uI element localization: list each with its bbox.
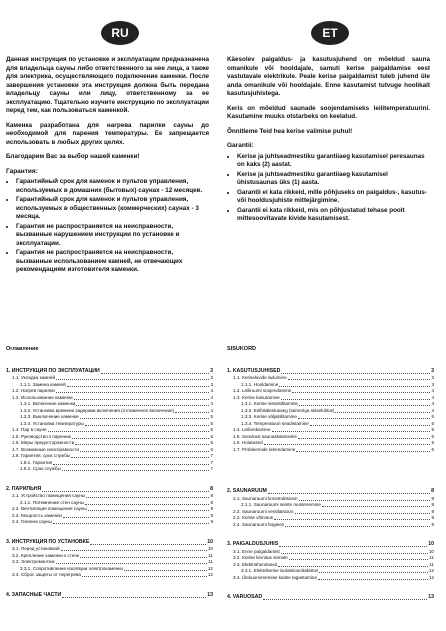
toc-entry-title: 1.2. Нагрев парилки <box>12 388 55 394</box>
toc-section <box>227 368 434 375</box>
toc-entry-title: 2.1. Saunaruumi konstruktsioon <box>233 495 298 501</box>
toc-entry-title: 2.3. Мощность каменки <box>12 512 62 518</box>
toc-page-number: 13 <box>207 591 213 598</box>
toc-page-number: 3 <box>431 381 434 387</box>
toc-dot-leader <box>56 388 210 393</box>
toc-entry-title: 2.2. Saunaruumi ventilatsioon <box>233 508 294 514</box>
toc-dot-leader <box>299 496 431 501</box>
toc-entry-title: 1.3.2. Установка времени задержки включения (отложенное включение) <box>20 407 175 413</box>
toc-dot-leader <box>75 440 209 445</box>
toc-dot-leader <box>278 562 428 567</box>
toc-dot-leader <box>310 421 431 426</box>
toc-entry-title: 2. ПАРИЛЬНЯ <box>6 485 42 492</box>
russian-intro-column <box>6 56 209 276</box>
toc-entry-title: 1.6. Hoiatused <box>233 440 263 446</box>
toc-page-number: 4 <box>431 388 434 394</box>
toc-dot-leader <box>288 375 431 380</box>
toc-dot-leader <box>268 488 430 494</box>
toc-entry-title: 3.2. Крепление каменки к стене <box>12 552 80 558</box>
toc-spacer <box>6 579 213 590</box>
toc-dot-leader <box>124 566 207 571</box>
toc-entry-title: 1.1.1. Замена камней <box>20 381 66 387</box>
toc-page-number: 4 <box>210 388 213 394</box>
toc-entry-title: 3.1. Enne paigaldamist <box>233 548 280 554</box>
toc-page-number: 8 <box>210 493 213 499</box>
toc-entry-title: 4. ЗАПАСНЫЕ ЧАСТИ <box>6 591 62 598</box>
intro-paragraph: Данная инструкция по установке и эксплуатации предназначена для владельца сауны либо ответственного за нее лица, а также для электрика, осуществляющего подключение каменки. После завершения установки эта инструкция должна быть передана владельцу сауны или лицу, ответственному за ее эксплуатацию. Тщательно изучите инструкцию по эксплуатации перед тем, как пользоваться каменкой. <box>6 56 209 114</box>
toc-entry-title: 1.5. Руководство к парению <box>12 433 72 439</box>
warranty-item: • Гарантия не распространяется на неисправности, вызванные использованием камней, не отвечающих рекомендациям изготовителя каменки. <box>16 249 209 275</box>
toc-page-number: 4 <box>210 394 213 400</box>
toc-dot-leader <box>90 539 206 545</box>
toc-entry-title: 1. ИНСТРУКЦИЯ ПО ЭКСПЛУАТАЦИИ <box>6 367 100 374</box>
toc-dot-leader <box>298 414 431 419</box>
toc-entry-title: 2.4. Saunaruumi hügieen <box>233 521 285 527</box>
warranty-item: • Гарантия не распространяется на неисправности, вызванные нарушением инструкции по установке и эксплуатации. <box>16 223 209 249</box>
toc-page-number: 5 <box>210 414 213 420</box>
toc-page-number: 6 <box>431 446 434 452</box>
toc-entry-title: 1.3. Использование каменки <box>12 394 73 400</box>
toc-page-number: 11 <box>429 561 434 567</box>
toc-page-number: 10 <box>428 548 434 554</box>
warranty-item: • Kerise ja juhtseadmestiku garantiiaeg kasutamisel peresaunas on kaks (2) aastat. <box>237 153 430 170</box>
toc-page-number: 4 <box>431 394 434 400</box>
toc-entry-title: 3.4. Сброс защиты от перегрева <box>12 572 81 578</box>
warranty-list <box>6 178 209 275</box>
toc-page-number: 12 <box>428 568 434 574</box>
toc-dot-leader <box>42 486 209 492</box>
toc-dot-leader <box>299 401 431 406</box>
toc-spacer <box>227 453 434 464</box>
toc-entry-title: 1.3. Kerise kasutamine <box>233 394 280 400</box>
toc-page-number: 5 <box>210 420 213 426</box>
toc-page-number: 8 <box>431 495 434 501</box>
toc-entry-title: 1.2. Leiliruumi soojendamine <box>233 388 292 394</box>
toc-title: SISUKORD <box>227 346 257 352</box>
toc-dot-leader <box>295 509 431 514</box>
toc-page-number: 8 <box>431 488 434 495</box>
toc-page-number: 12 <box>207 565 213 571</box>
toc-entry-title: 4. VARUOSAD <box>227 594 263 601</box>
toc-page-number: 9 <box>210 506 213 512</box>
toc-dot-leader <box>175 408 209 413</box>
toc-section <box>6 368 213 375</box>
toc-dot-leader <box>318 575 428 580</box>
toc-page-number: 3 <box>210 375 213 381</box>
toc-dot-leader <box>263 594 427 600</box>
toc-section <box>227 594 434 601</box>
toc-entry-title: 1.8.1. Гарантия <box>20 459 53 465</box>
toc-dot-leader <box>264 440 431 445</box>
toc-entry-title: 3.3.1. Elektrikerise isolatsioonitakistus <box>241 568 319 574</box>
toc-dot-leader <box>296 447 430 452</box>
toc-page-number: 6 <box>431 433 434 439</box>
toc-entry-title: 3.3. Elektriühendused <box>233 561 278 567</box>
toc-page-number: 9 <box>431 521 434 527</box>
toc-dot-leader <box>56 375 209 380</box>
toc-page-number: 4 <box>431 401 434 407</box>
toc-dot-leader <box>48 427 210 432</box>
toc-dot-leader <box>61 546 207 551</box>
toc-dot-leader <box>62 466 210 471</box>
toc-page-number: 12 <box>207 572 213 578</box>
toc-dot-leader <box>82 572 207 577</box>
warranty-item: • Гарантийный срок для каменок и пультов управления, используемых в общественных (коммерческих) саунах - 3 месяца. <box>16 196 209 222</box>
toc-section <box>227 488 434 495</box>
toc-page-number: 12 <box>428 574 434 580</box>
toc-dot-leader <box>289 555 429 560</box>
toc-page-number: 3 <box>431 375 434 381</box>
toc-spacer <box>227 475 434 486</box>
toc-spacer <box>6 473 213 484</box>
toc-entry-title: 1.1. Kerisekivide ladumine <box>233 375 287 381</box>
toc-dot-leader <box>292 388 430 393</box>
toc-dot-leader <box>80 447 209 452</box>
toc-entry-title: 1.3.1. Kerise sisselülitamine <box>241 401 298 407</box>
toc-spacer <box>227 528 434 539</box>
toc-page-number: 13 <box>428 594 434 601</box>
toc-page-number: 6 <box>210 440 213 446</box>
toc-entry-title: 3.1. Перед установкой <box>12 546 60 552</box>
toc-entry-title: 1.4. Leiliviskamine <box>233 427 271 433</box>
toc-entry-title: 2.1.1. Saunaruumi seinte mustenemine <box>241 502 321 508</box>
toc-page-number: 9 <box>210 519 213 525</box>
toc-page-number: 3 <box>431 367 434 374</box>
toc-dot-leader <box>63 513 210 518</box>
toc-page-number: 6 <box>431 440 434 446</box>
toc-entry-title: 2.1.1. Потемнение стен сауны <box>20 499 84 505</box>
toc-dot-leader <box>72 434 209 439</box>
toc-entry-title: 3. ИНСТРУКЦИЯ ПО УСТАНОВКЕ <box>6 538 90 545</box>
toc-page-number: 9 <box>210 512 213 518</box>
toc-dot-leader <box>272 427 431 432</box>
warranty-item: • Garantii ei kata rikkeid, mis on põhjustatud tehase poolt mittesoovitavate kivide kasutamisest. <box>237 207 430 224</box>
toc-page-number: 3 <box>210 381 213 387</box>
toc-entry-title: 2.4. Гигиена сауны <box>12 519 52 525</box>
toc-page-number: 4 <box>431 407 434 413</box>
toc-entry-title: 3.4. Ülekuumenemise kaitse tagastamine <box>233 574 318 580</box>
toc-page-number: 6 <box>210 446 213 452</box>
toc-dot-leader <box>62 592 206 598</box>
estonian-intro-column <box>227 56 430 225</box>
warranty-item: • Kerise ja juhtseadmestiku garantiiaeg kasutamisel ühistusaunas üks (1) aasta. <box>237 171 430 188</box>
toc-page-number: 8 <box>210 499 213 505</box>
toc-page-number: 9 <box>431 508 434 514</box>
toc-dot-leader <box>53 460 209 465</box>
toc-list <box>6 368 213 599</box>
toc-section <box>6 539 213 546</box>
toc-dot-leader <box>298 434 431 439</box>
toc-dot-leader <box>319 568 428 573</box>
toc-dot-leader <box>53 519 210 524</box>
toc-entry-title: 2.2. Вентиляция помещения сауны <box>12 506 87 512</box>
toc-page-number: 5 <box>431 414 434 420</box>
toc-dot-leader <box>279 541 427 547</box>
toc-entry-title: 2. SAUNARUUM <box>227 488 267 495</box>
toc-page-number: 11 <box>208 552 213 558</box>
toc-page-number: 4 <box>210 401 213 407</box>
toc-dot-leader <box>279 382 430 387</box>
toc-spacer <box>227 581 434 592</box>
toc-page-number: 11 <box>208 559 213 565</box>
toc-dot-leader <box>281 395 431 400</box>
toc-page-number: 4 <box>210 407 213 413</box>
toc-dot-leader <box>322 502 431 507</box>
thanks-line: Õnnitleme Teid hea kerise valimise puhul! <box>227 127 353 135</box>
toc-entry-title: 1.3.3. Выключение каменки <box>20 414 79 420</box>
warranty-item: • Garantii ei kata rikkeid, mille põhjuseks on paigaldus-, kasutus- või hooldusjuhiste mittejärgimine. <box>237 189 430 206</box>
toc-entry-title: 2.1. Устройство помещения сауны <box>12 493 86 499</box>
toc-page-number: 7 <box>210 466 213 472</box>
toc-dot-leader <box>101 368 209 374</box>
toc-entry-title: 1.1. Укладка камней <box>12 375 56 381</box>
toc-entry-title: 1.8. Гарантия, срок службы <box>12 453 71 459</box>
toc-entry-title: 1.4. Пар в сауне <box>12 427 47 433</box>
toc-title: Оглавление <box>6 346 39 352</box>
toc-entry-title: 1.7. Probleemide lahendamine <box>233 446 296 452</box>
toc-page-number: 5 <box>210 427 213 433</box>
toc-entry-title: 1.7. Возможные неисправности <box>12 446 80 452</box>
toc-page-number: 7 <box>210 453 213 459</box>
purpose-paragraph: Каменка разработана для нагрева парилки сауны до необходимой для парения температуры. Ее запрещается использовать в любых других целях. <box>6 121 209 146</box>
toc-page-number: 6 <box>210 433 213 439</box>
toc-dot-leader <box>71 453 209 458</box>
toc-dot-leader <box>74 395 210 400</box>
toc-page-number: 8 <box>431 502 434 508</box>
warranty-heading: Garantii: <box>227 142 254 149</box>
toc-page-number: 5 <box>431 427 434 433</box>
language-badge-ru: RU <box>101 21 139 45</box>
toc-page-number: 10 <box>428 541 434 548</box>
toc-page-number: 5 <box>431 420 434 426</box>
toc-page-number: 11 <box>429 555 434 561</box>
toc-page-number: 3 <box>210 367 213 374</box>
toc-entry-title: 1.3.4. Temperatuuri seadistamine <box>241 420 309 426</box>
toc-dot-leader <box>281 368 430 374</box>
toc-entry-title: 3. PAIGALDUSJUHIS <box>227 541 279 548</box>
russian-table-of-contents <box>6 346 213 599</box>
warranty-list <box>227 153 430 224</box>
toc-page-number: 8 <box>210 485 213 492</box>
warranty-heading: Гарантия: <box>6 167 38 175</box>
toc-dot-leader <box>80 553 207 558</box>
toc-spacer <box>6 526 213 537</box>
toc-entry-title: 1.6. Меры предосторожности <box>12 440 75 446</box>
toc-entry-title: 3.2. Kerise kinnitus seinale <box>233 555 288 561</box>
toc-entry-title: 1.5. Soovitusi saunaskäimiseks <box>233 433 297 439</box>
toc-dot-leader <box>86 493 209 498</box>
toc-dot-leader <box>285 522 430 527</box>
toc-dot-leader <box>85 500 209 505</box>
toc-entry-title: 2.3. Kerise võimsus <box>233 515 274 521</box>
toc-entry-title: 1.3.1. Включение каменки <box>20 401 76 407</box>
estonian-table-of-contents <box>227 346 434 602</box>
toc-section <box>6 592 213 599</box>
toc-page-number: 7 <box>210 459 213 465</box>
toc-page-number: 9 <box>431 515 434 521</box>
toc-dot-leader <box>335 408 430 413</box>
toc-section <box>6 486 213 493</box>
toc-entry-title: 1.3.2. Eelhäälestusaeg (taimeriga sisselülitus) <box>241 407 335 413</box>
toc-dot-leader <box>80 414 210 419</box>
toc-dot-leader <box>67 382 210 387</box>
thanks-line: Благодарим Вас за выбор нашей каменки! <box>6 153 140 160</box>
toc-entry-title: 3.3. Электромонтаж <box>12 559 55 565</box>
toc-entry-title: 1.1.1. Hooldamine <box>241 381 279 387</box>
toc-dot-leader <box>88 506 210 511</box>
toc-entry-title: 1.3.4. Установка температуры <box>20 420 84 426</box>
toc-page-number: 10 <box>207 538 213 545</box>
intro-paragraph: Käesolev paigaldus- ja kasutusjuhend on mõeldud sauna omanikule või hooldajale, samuti kerise paigaldamise eest vastutavale elektrikule. Peale kerise paigaldamist tuleb juhend üle anda omanikule või hooldajale. Enne kasutamist tutvuge hoolikalt kasutusjuhistega. <box>227 56 430 97</box>
toc-entry-title: 1. KASUTUSJUHISED <box>227 367 281 374</box>
toc-entry-title: 1.8.2. Срок службы <box>20 466 61 472</box>
toc-dot-leader <box>274 515 430 520</box>
toc-dot-leader <box>76 401 209 406</box>
toc-section <box>227 541 434 548</box>
toc-list <box>227 368 434 602</box>
toc-page-number: 10 <box>207 546 213 552</box>
toc-dot-leader <box>85 421 210 426</box>
toc-spacer <box>227 464 434 475</box>
warranty-item: • Гарантийный срок для каменок и пультов управления, используемых в домашних (бытовых) саунах - 12 месяцев. <box>16 178 209 195</box>
toc-dot-leader <box>56 559 208 564</box>
toc-entry-title: 3.3.1. Сопротивление изоляции электрокаменки <box>20 565 123 571</box>
toc-dot-leader <box>281 549 428 554</box>
language-badge-et: ET <box>311 21 349 45</box>
purpose-paragraph: Keris on mõeldud saunade soojendamiseks leilitemperatuurini. Kasutamine muuks otstarbeks on keelatud. <box>227 104 430 120</box>
toc-entry-title: 1.3.3. Kerise väljalülitamine <box>241 414 297 420</box>
